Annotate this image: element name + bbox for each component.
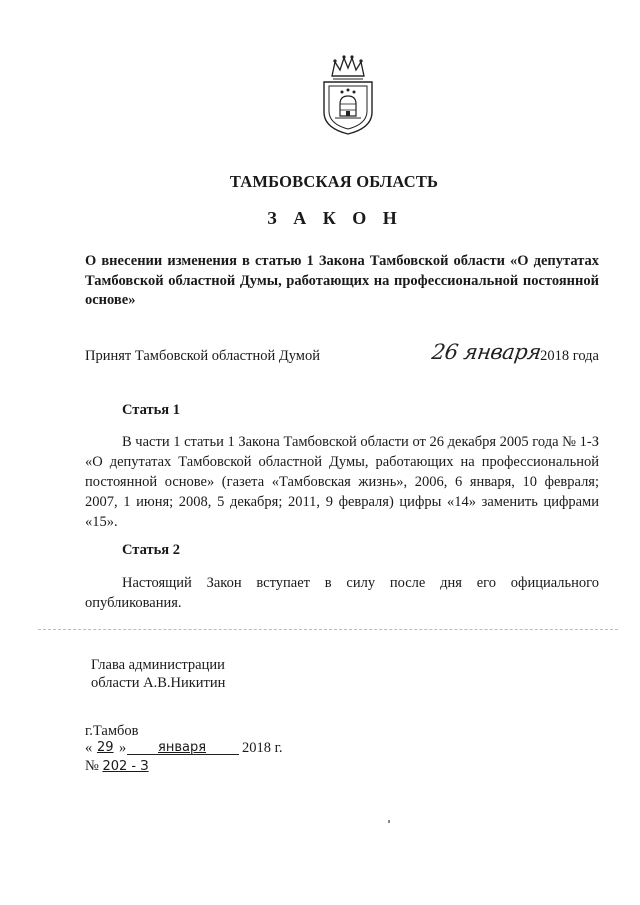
signatory-name: области А.В.Никитин: [91, 675, 226, 691]
date-close-quote: »: [119, 740, 127, 756]
signatory-position: Глава администрации: [91, 657, 225, 673]
number-label: №: [85, 758, 99, 774]
adoption-year: 2018 года: [540, 348, 599, 364]
law-subject: О внесении изменения в статью 1 Закона Тамбовской области «О депутатах Тамбовской областной Думы, работающих на профессиональной постоянной основе»: [85, 253, 599, 308]
date-year: 2018 г.: [242, 740, 283, 756]
date-month: января: [158, 740, 207, 755]
adoption-line: [85, 340, 599, 370]
article-2-text: Настоящий Закон вступает в силу после дня его официального опубликования.: [85, 575, 599, 611]
adoption-label: Принят Тамбовской областной Думой: [85, 348, 320, 364]
law-number-line: [85, 758, 149, 776]
region-title: ТАМБОВСКАЯ ОБЛАСТЬ: [229, 172, 439, 191]
article-1-text: В части 1 статьи 1 Закона Тамбовской области от 26 декабря 2005 года № 1-З «О депутатах Тамбовской областной Думы, работающих на профессиональной постоянной основе» (газета «Тамбовская жизнь», 2006, 6 января, 10 февраля; 2007, 1 июня; 2008, 5 декабря; 2011, 9 февраля) цифры «14» заменить цифрами «15».: [85, 434, 599, 530]
article-2-heading: Статья 2: [122, 542, 180, 558]
scan-speck: [388, 820, 390, 823]
signature-block: [91, 656, 225, 692]
law-number: 202 - З: [102, 759, 149, 774]
date-open-quote: «: [85, 740, 93, 756]
signing-date: [85, 740, 305, 758]
date-day: 29: [97, 740, 114, 755]
tambov-coat-of-arms-icon: [318, 54, 378, 136]
place-of-signing: г.Тамбов: [85, 723, 139, 739]
handwritten-adoption-date: 26 января: [430, 340, 543, 364]
article-1-heading: Статья 1: [122, 402, 180, 418]
document-type-title: З А К О Н: [267, 208, 403, 228]
separator-line: [38, 629, 618, 631]
